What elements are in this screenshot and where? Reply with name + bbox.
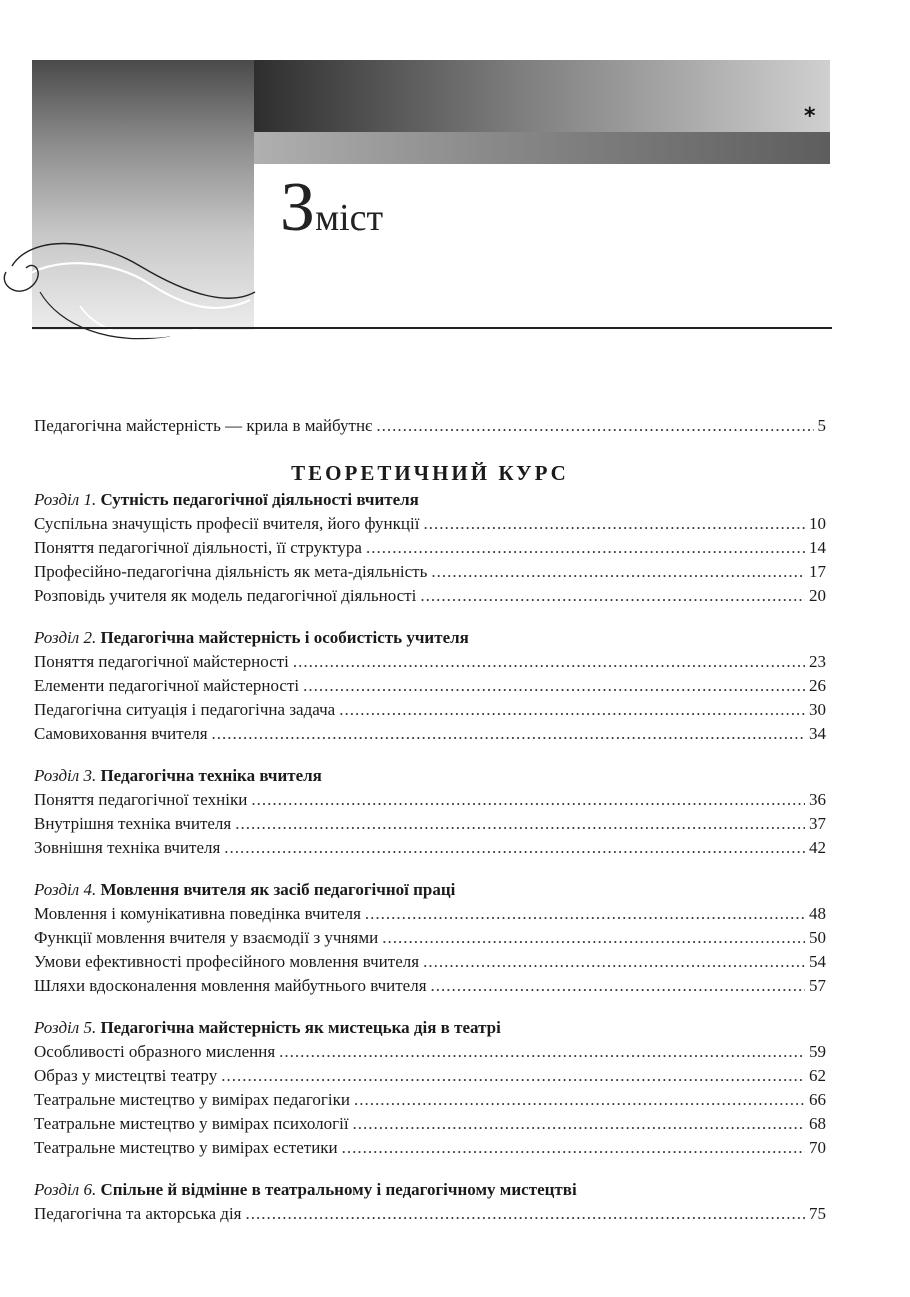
dot-leader [279, 1040, 805, 1064]
toc-entry[interactable] [34, 650, 826, 674]
section-gap [34, 608, 826, 626]
section-heading [34, 626, 826, 650]
section-label: Розділ 5. [34, 1018, 97, 1037]
toc-entry-page: 34 [809, 724, 826, 743]
toc-entry[interactable] [34, 722, 826, 746]
toc-entry[interactable] [34, 584, 826, 608]
dot-leader [431, 974, 805, 998]
dot-leader [251, 788, 805, 812]
dot-leader [342, 1136, 805, 1160]
section-name: Педагогічна майстерність і особистість учителя [100, 628, 469, 647]
section-heading [34, 764, 826, 788]
section-heading [34, 878, 826, 902]
dot-leader [382, 926, 805, 950]
toc-entry-page: 66 [809, 1090, 826, 1109]
section-label: Розділ 3. [34, 766, 97, 785]
toc-entry[interactable] [34, 1088, 826, 1112]
toc-entry-title: Поняття педагогічної техніки [34, 790, 248, 809]
dot-leader [431, 560, 805, 584]
section-name: Спільне й відмінне в театральному і педагогічному мистецтві [100, 1180, 577, 1199]
toc-entry[interactable] [34, 788, 826, 812]
toc-entry-page: 37 [809, 814, 826, 833]
toc-entry[interactable] [34, 512, 826, 536]
swirl-ornament-icon [0, 196, 260, 366]
dot-leader [212, 722, 805, 746]
toc-entry-page: 10 [809, 514, 826, 533]
toc-entry[interactable] [34, 674, 826, 698]
toc-entry-title: Педагогічна майстерність — крила в майбутнє [34, 416, 373, 435]
toc-entry-title: Театральне мистецтво у вимірах психології [34, 1114, 349, 1133]
toc-entry-title: Внутрішня техніка вчителя [34, 814, 232, 833]
section-name: Мовлення вчителя як засіб педагогічної праці [100, 880, 456, 899]
toc-entry-title: Самовиховання вчителя [34, 724, 208, 743]
toc-entry-title: Поняття педагогічної майстерності [34, 652, 289, 671]
section-gap [34, 998, 826, 1016]
toc-entry[interactable] [34, 836, 826, 860]
toc-entry[interactable] [34, 1064, 826, 1088]
toc-entry-title: Образ у мистецтві театру [34, 1066, 218, 1085]
header-gradient-top [254, 60, 830, 132]
toc-entry-page: 70 [809, 1138, 826, 1157]
page-title: Зміст [280, 169, 384, 246]
toc-entry-page: 59 [809, 1042, 826, 1061]
toc-entry-title: Педагогічна ситуація і педагогічна задача [34, 700, 336, 719]
title-divider [32, 327, 832, 329]
toc-entry-page: 54 [809, 952, 826, 971]
section-label: Розділ 6. [34, 1180, 97, 1199]
dot-leader [246, 1202, 806, 1226]
toc-entry-page: 30 [809, 700, 826, 719]
toc-entry-title: Шляхи вдосконалення мовлення майбутнього вчителя [34, 976, 427, 995]
dot-leader [303, 674, 805, 698]
toc-entry-title: Зовнішня техніка вчителя [34, 838, 221, 857]
dot-leader [293, 650, 805, 674]
toc-entry-title: Розповідь учителя як модель педагогічної діяльності [34, 586, 417, 605]
toc-entry-page: 26 [809, 676, 826, 695]
dot-leader [423, 950, 805, 974]
dot-leader [376, 414, 813, 438]
section-gap [34, 860, 826, 878]
toc-entry[interactable] [34, 1112, 826, 1136]
section-label: Розділ 1. [34, 490, 97, 509]
section-label: Розділ 2. [34, 628, 97, 647]
toc-entry-title: Елементи педагогічної майстерності [34, 676, 300, 695]
section-gap [34, 746, 826, 764]
toc-entry-title: Суспільна значущість професії вчителя, його функції [34, 514, 420, 533]
toc-entry-title: Театральне мистецтво у вимірах естетики [34, 1138, 338, 1157]
toc-entry-title: Педагогічна та акторська дія [34, 1204, 242, 1223]
section-gap [34, 1160, 826, 1178]
dot-leader [354, 1088, 805, 1112]
toc-entry[interactable] [34, 1202, 826, 1226]
dot-leader [224, 836, 805, 860]
toc-entry[interactable] [34, 536, 826, 560]
toc-entry-page: 23 [809, 652, 826, 671]
toc-entry[interactable] [34, 698, 826, 722]
toc-entry-page: 62 [809, 1066, 826, 1085]
toc-entry[interactable] [34, 950, 826, 974]
toc-entry[interactable] [34, 812, 826, 836]
dot-leader [423, 512, 805, 536]
section-name: Педагогічна майстерність як мистецька дія в театрі [100, 1018, 501, 1037]
toc-entry-page: 20 [809, 586, 826, 605]
toc-entry[interactable] [34, 926, 826, 950]
toc-entry-page: 68 [809, 1114, 826, 1133]
section-heading [34, 1016, 826, 1040]
toc-entry-title: Мовлення і комунікативна поведінка вчителя [34, 904, 361, 923]
dot-leader [235, 812, 805, 836]
toc-entry-page: 5 [817, 416, 826, 435]
toc-entry-title: Поняття педагогічної діяльності, її структура [34, 538, 362, 557]
toc-entry-page: 50 [809, 928, 826, 947]
section-name: Педагогічна техніка вчителя [100, 766, 322, 785]
section-heading [34, 1178, 826, 1202]
dot-leader [221, 1064, 805, 1088]
header-gradient-strip [254, 132, 830, 164]
toc-entry-page: 14 [809, 538, 826, 557]
toc-entry-page: 42 [809, 838, 826, 857]
section-heading [34, 488, 826, 512]
toc-entry-page: 57 [809, 976, 826, 995]
dot-leader [353, 1112, 805, 1136]
toc-entry-title: Професійно-педагогічна діяльність як мета-діяльність [34, 562, 428, 581]
toc-entry-page: 17 [809, 562, 826, 581]
toc-entry-page: 36 [809, 790, 826, 809]
toc-entry-title: Особливості образного мислення [34, 1042, 276, 1061]
course-heading: ТЕОРЕТИЧНИЙ КУРС [291, 461, 569, 485]
toc-entry[interactable] [34, 560, 826, 584]
toc-entry-title: Функції мовлення вчителя у взаємодії з учнями [34, 928, 379, 947]
toc-entry[interactable] [34, 1136, 826, 1160]
dot-leader [366, 536, 805, 560]
section-name: Сутність педагогічної діяльності вчителя [100, 490, 419, 509]
toc-sections [34, 488, 826, 1226]
toc-entry[interactable] [34, 1040, 826, 1064]
star-ornament: * [804, 104, 816, 129]
table-of-contents [34, 414, 826, 1226]
toc-entry-title: Умови ефективності професійного мовлення вчителя [34, 952, 420, 971]
toc-entry[interactable] [34, 902, 826, 926]
dot-leader [420, 584, 805, 608]
toc-entry-title: Театральне мистецтво у вимірах педагогіки [34, 1090, 350, 1109]
dot-leader [365, 902, 805, 926]
toc-entry-page: 48 [809, 904, 826, 923]
toc-entry-page: 75 [809, 1204, 826, 1223]
toc-entry-intro[interactable] [34, 414, 826, 438]
section-label: Розділ 4. [34, 880, 97, 899]
toc-entry[interactable] [34, 974, 826, 998]
dot-leader [339, 698, 805, 722]
